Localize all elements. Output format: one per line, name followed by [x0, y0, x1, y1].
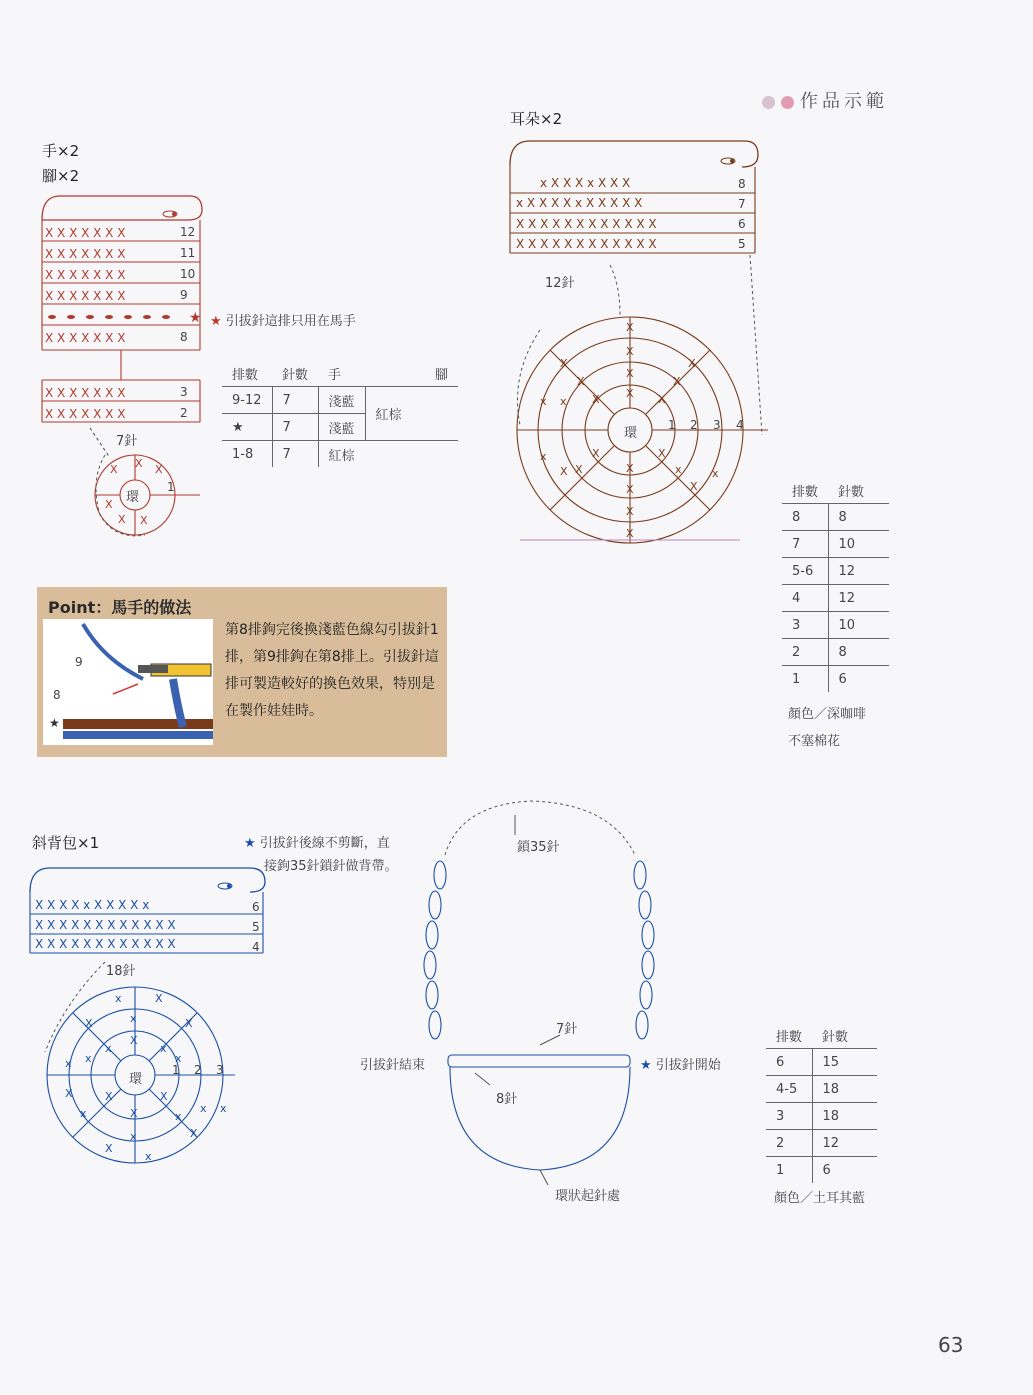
svg-text:X: X — [673, 375, 681, 388]
svg-text:ⅹ: ⅹ — [115, 992, 122, 1005]
slip-start-text: 引拔針開始 — [655, 1058, 721, 1073]
ears-chain-label: 12針 — [545, 276, 575, 291]
svg-text:X X X X X X X X X X X X: X X X X X X X X X X X X — [516, 237, 657, 251]
ears-round-1: 1 — [668, 418, 676, 432]
hand-ring-start: 1 — [167, 480, 175, 494]
table-row — [222, 441, 458, 468]
svg-text:ⅹ: ⅹ — [130, 1012, 137, 1025]
bag-8-label: 8針 — [496, 1092, 518, 1107]
svg-text:X: X — [626, 462, 634, 475]
table-row — [766, 1103, 877, 1130]
table-header: 排數 — [766, 1022, 812, 1049]
table-cell: 6 — [766, 1049, 812, 1076]
svg-text:ⅹ: ⅹ — [175, 1110, 182, 1123]
row-number: 6 — [252, 900, 260, 914]
bag-round-2: 2 — [194, 1063, 202, 1077]
svg-text:X: X — [577, 375, 585, 388]
svg-text:X: X — [658, 447, 666, 460]
table-cell: 7 — [272, 441, 318, 468]
row-number: 12 — [180, 225, 196, 239]
table-header: 排數 — [222, 360, 272, 387]
table-row — [766, 1049, 877, 1076]
bag-round-3: 3 — [216, 1063, 224, 1077]
hand-chain-label: 7針 — [116, 434, 138, 449]
svg-text:X: X — [626, 483, 634, 496]
point-title: Point：馬手的做法 — [48, 598, 192, 617]
ears-table — [782, 477, 889, 692]
bag-7-label: 7針 — [556, 1022, 578, 1037]
bag-ring-label: 環 — [129, 1072, 143, 1087]
bag-color-note: 顏色／土耳其藍 — [774, 1191, 866, 1206]
table-row — [782, 666, 889, 693]
bag-table — [766, 1022, 877, 1183]
table-cell: 紅棕 — [318, 441, 365, 468]
bag-title: 斜背包×1 — [32, 834, 100, 852]
point-label-8: 8 — [53, 688, 61, 702]
bag-note — [244, 832, 390, 851]
row-number: 5 — [738, 237, 746, 251]
point-label-9: 9 — [75, 655, 83, 669]
svg-text:X: X — [560, 357, 568, 370]
slip-end-label: 引拔針結束 — [360, 1058, 426, 1073]
foot-title: 腳×2 — [42, 167, 80, 185]
ears-row-numbers — [738, 174, 746, 254]
section-header — [762, 87, 888, 113]
crochet-hook-icon — [43, 619, 213, 745]
hand-row-numbers — [180, 222, 195, 424]
svg-text:ⅹ: ⅹ — [105, 1042, 112, 1055]
page-number: 63 — [938, 1333, 964, 1357]
table-row — [766, 1157, 877, 1184]
table-cell: 6 — [812, 1157, 877, 1184]
svg-text:X X X X X X X X X X X X: X X X X X X X X X X X X — [516, 217, 657, 231]
svg-text:X X X X X X X: X X X X X X X — [45, 289, 126, 303]
hand-foot-table — [222, 360, 458, 467]
table-cell: 3 — [782, 612, 828, 639]
table-row — [782, 504, 889, 531]
table-cell: 15 — [812, 1049, 877, 1076]
table-row — [766, 1130, 877, 1157]
ears-stuffing-note: 不塞棉花 — [788, 734, 841, 749]
svg-text:X X X X X X X: X X X X X X X — [45, 226, 126, 240]
table-header: 針數 — [828, 477, 889, 504]
svg-text:X: X — [575, 463, 583, 476]
table-header: 手 — [318, 360, 365, 387]
svg-text:X: X — [155, 992, 163, 1005]
table-cell: 7 — [782, 531, 828, 558]
svg-text:X: X — [185, 1017, 193, 1030]
table-cell: 3 — [766, 1103, 812, 1130]
svg-text:ⅹ: ⅹ — [200, 1102, 207, 1115]
table-cell: 紅棕 — [365, 387, 458, 441]
table-row — [782, 639, 889, 666]
svg-text:X: X — [155, 463, 163, 476]
svg-text:ⅹ: ⅹ — [65, 1057, 72, 1070]
table-cell: 10 — [828, 612, 889, 639]
table-cell: 淺藍 — [318, 414, 365, 441]
bag-chain-label: 18針 — [106, 964, 136, 979]
table-row — [222, 387, 458, 414]
svg-text:X: X — [160, 1090, 168, 1103]
table-cell: 12 — [828, 558, 889, 585]
svg-text:X: X — [690, 480, 698, 493]
table-cell: 2 — [782, 639, 828, 666]
bag-row-numbers — [252, 897, 260, 957]
svg-text:X X X X X X X: X X X X X X X — [45, 331, 126, 345]
svg-text:X X X X X X X X X X X X: X X X X X X X X X X X X — [35, 937, 176, 951]
bag-round-1: 1 — [172, 1063, 180, 1077]
svg-text:X X X X X X X X X X X X: X X X X X X X X X X X X — [35, 918, 176, 932]
row-number: 10 — [180, 267, 196, 281]
table-cell: 12 — [828, 585, 889, 612]
svg-text:X: X — [130, 1107, 138, 1120]
row-number: 4 — [252, 940, 260, 954]
svg-text:X X X X X X X: X X X X X X X — [45, 407, 126, 421]
table-header: 排數 — [782, 477, 828, 504]
table-cell: 8 — [828, 639, 889, 666]
row-number: 5 — [252, 920, 260, 934]
svg-text:X: X — [626, 505, 634, 518]
svg-text:ⅹ: ⅹ — [175, 1052, 182, 1065]
svg-text:X: X — [626, 345, 634, 358]
svg-text:X X X X X X X: X X X X X X X — [45, 386, 126, 400]
svg-text:★: ★ — [49, 716, 60, 730]
svg-text:X: X — [130, 1034, 138, 1047]
bag-diagram — [25, 862, 275, 1172]
table-cell: 1 — [792, 671, 801, 687]
svg-text:X: X — [135, 457, 143, 470]
row-number: 8 — [738, 177, 746, 191]
table-cell: 5-6 — [782, 558, 828, 585]
table-cell: ★ — [222, 414, 272, 441]
svg-text:ⅹ: ⅹ — [85, 1052, 92, 1065]
table-cell: 8 — [828, 504, 889, 531]
svg-text:X: X — [105, 1090, 113, 1103]
svg-text:X: X — [626, 367, 634, 380]
table-cell: 10 — [828, 531, 889, 558]
pink-dot-icon — [762, 96, 775, 109]
table-cell: 18 — [812, 1076, 877, 1103]
star-icon: ★ — [189, 310, 202, 326]
svg-text:X: X — [85, 1017, 93, 1030]
svg-text:X: X — [140, 514, 148, 527]
table-header: 針數 — [812, 1022, 877, 1049]
hand-note — [210, 310, 356, 329]
svg-text:ⅹ X X X X ⅹ X X X X X: ⅹ X X X X ⅹ X X X X X — [516, 196, 643, 210]
svg-text:X: X — [658, 393, 666, 406]
table-cell: 8 — [782, 504, 828, 531]
bag-note-line2: 接鉤35針鎖針做背帶。 — [264, 859, 398, 874]
svg-text:ⅹ: ⅹ — [80, 1107, 87, 1120]
svg-text:X: X — [65, 1087, 73, 1100]
table-cell: 12 — [812, 1130, 877, 1157]
table-cell: 7 — [272, 387, 318, 414]
ears-title: 耳朵×2 — [510, 110, 563, 128]
row-number: 6 — [738, 217, 746, 231]
ears-ring-label: 環 — [624, 426, 638, 441]
table-row — [782, 585, 889, 612]
table-cell: 18 — [812, 1103, 877, 1130]
svg-text:ⅹ: ⅹ — [540, 395, 547, 408]
svg-text:X X X X X X X: X X X X X X X — [45, 247, 126, 261]
svg-text:X: X — [592, 393, 600, 406]
svg-text:X: X — [118, 513, 126, 526]
svg-text:X X X X X X X: X X X X X X X — [45, 268, 126, 282]
star-icon: ★ — [244, 836, 256, 851]
row-number: 2 — [180, 406, 188, 420]
hand-title: 手×2 — [42, 142, 80, 160]
svg-text:X: X — [688, 357, 696, 370]
section-title: 作品示範 — [800, 91, 888, 112]
table-cell: 淺藍 — [318, 387, 365, 414]
table-row — [782, 612, 889, 639]
table-cell: 9-12 — [222, 387, 272, 414]
point-illustration — [43, 619, 213, 745]
bag-note-line1: 引拔針後線不剪斷，直 — [259, 836, 390, 851]
pink-dot-icon — [781, 96, 794, 109]
table-cell: 4 — [782, 585, 828, 612]
svg-text:X: X — [105, 1142, 113, 1155]
svg-text:X: X — [626, 321, 634, 334]
svg-text:X: X — [560, 465, 568, 478]
svg-text:ⅹ: ⅹ — [712, 467, 719, 480]
svg-text:ⅹ X X X ⅹ X X X: ⅹ X X X ⅹ X X X — [540, 176, 631, 190]
svg-text:ⅹ: ⅹ — [540, 450, 547, 463]
table-cell: 1-8 — [232, 446, 254, 462]
svg-text:X: X — [105, 498, 113, 511]
table-cell: 2 — [766, 1130, 812, 1157]
ring-start-label: 環狀起針處 — [555, 1189, 621, 1204]
svg-text:ⅹ: ⅹ — [560, 395, 567, 408]
point-box — [37, 587, 447, 757]
svg-text:X: X — [626, 527, 634, 540]
strap-label: 鎖35針 — [517, 840, 560, 855]
table-row — [766, 1076, 877, 1103]
slip-start-label — [640, 1054, 721, 1073]
star-icon: ★ — [640, 1058, 652, 1073]
ears-color-note: 顏色／深咖啡 — [788, 707, 867, 722]
svg-text:ⅹ: ⅹ — [160, 1042, 167, 1055]
table-header: 針數 — [272, 360, 318, 387]
hand-ring-label: 環 — [126, 490, 140, 505]
ears-round-3: 3 — [713, 418, 721, 432]
table-cell: 4-5 — [766, 1076, 812, 1103]
row-number: 7 — [738, 197, 746, 211]
ears-round-2: 2 — [690, 418, 698, 432]
svg-text:X: X — [592, 447, 600, 460]
hand-note-text: 引拔針這排只用在馬手 — [225, 314, 356, 329]
table-cell: 1 — [776, 1162, 785, 1178]
table-row — [782, 531, 889, 558]
svg-text:X: X — [110, 463, 118, 476]
svg-text:ⅹ: ⅹ — [145, 1150, 152, 1163]
svg-text:X: X — [190, 1127, 198, 1140]
row-number: 11 — [180, 246, 196, 260]
svg-text:ⅹ: ⅹ — [220, 1102, 227, 1115]
star-icon: ★ — [210, 314, 222, 329]
row-number: 3 — [180, 385, 188, 399]
row-number: 9 — [180, 288, 188, 302]
table-cell: 7 — [272, 414, 318, 441]
row-number: 8 — [180, 330, 188, 344]
table-header: 腳 — [365, 360, 458, 387]
ears-round-4: 4 — [736, 418, 744, 432]
table-cell: 6 — [828, 666, 889, 693]
svg-text:X X X X ⅹ X X X X ⅹ: X X X X ⅹ X X X X ⅹ — [35, 898, 150, 912]
svg-text:ⅹ: ⅹ — [675, 463, 682, 476]
svg-text:ⅹ: ⅹ — [130, 1130, 137, 1143]
svg-text:X: X — [626, 387, 634, 400]
point-text: 第8排鉤完後換淺藍色線勾引拔針1排，第9排鉤在第8排上。引拔針這排可製造較好的換色效果，特別是在製作娃娃時。 — [225, 622, 439, 719]
table-row — [782, 558, 889, 585]
